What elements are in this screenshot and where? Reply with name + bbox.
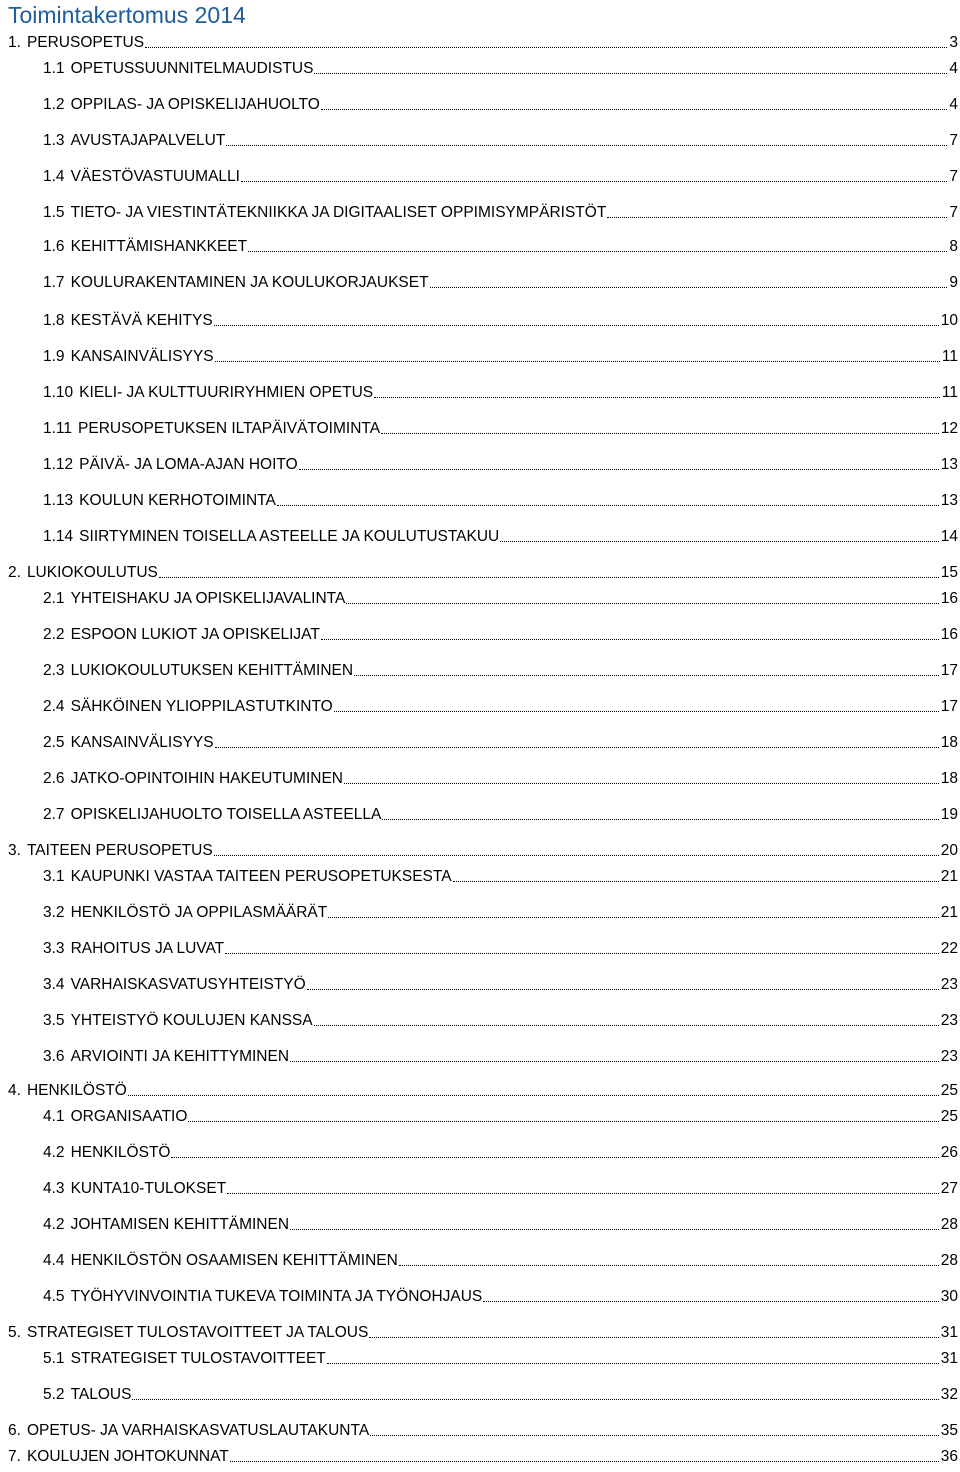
toc-dot-leader	[132, 1399, 938, 1400]
toc-entry-page-number: 16	[940, 626, 958, 643]
toc-dot-leader	[225, 953, 939, 954]
toc-entry-number: 3.2	[43, 904, 65, 921]
toc-dot-leader	[214, 855, 939, 856]
toc-entry-page-number: 35	[940, 1422, 958, 1439]
toc-entry-page-number: 3	[949, 34, 958, 51]
toc-entry-title: STRATEGISET TULOSTAVOITTEET JA TALOUS	[26, 1324, 369, 1341]
toc-dot-leader	[374, 397, 940, 398]
toc-entry[interactable]	[8, 1444, 958, 1466]
toc-entry-number: 1.13	[43, 492, 74, 509]
toc-entry-page-number: 27	[940, 1180, 958, 1197]
toc-entry-page-number: 31	[940, 1350, 958, 1367]
toc-dot-leader	[370, 1435, 939, 1436]
toc-entry-page-number: 21	[940, 868, 958, 885]
toc-entry-title: PERUSOPETUKSEN ILTAPÄIVÄTOIMINTA	[78, 420, 381, 437]
toc-entry-title: OPPILAS- JA OPISKELIJAHUOLTO	[70, 96, 320, 113]
toc-entry-page-number: 32	[940, 1386, 958, 1403]
toc-entry-title: KOULUJEN JOHTOKUNNAT	[26, 1448, 229, 1465]
toc-entry-number: 2.2	[43, 626, 65, 643]
toc-dot-leader	[248, 251, 947, 252]
toc-entry-number: 4.1	[43, 1108, 65, 1125]
toc-entry[interactable]	[8, 30, 958, 52]
toc-entry-title: TAITEEN PERUSOPETUS	[26, 842, 213, 859]
toc-entry[interactable]	[43, 128, 958, 150]
toc-dot-leader	[241, 181, 947, 182]
toc-entry-number: 4.5	[43, 1288, 65, 1305]
toc-entry-title: PERUSOPETUS	[26, 34, 145, 51]
toc-entry[interactable]	[43, 234, 958, 256]
toc-entry-title: HENKILÖSTÖ JA OPPILASMÄÄRÄT	[70, 904, 328, 921]
toc-entry-number: 1.14	[43, 528, 74, 545]
toc-entry[interactable]	[43, 586, 958, 608]
toc-entry[interactable]	[8, 1078, 958, 1100]
toc-entry-number: 5.2	[43, 1386, 65, 1403]
toc-dot-leader	[277, 505, 939, 506]
toc-entry-page-number: 11	[941, 348, 958, 365]
toc-dot-leader	[344, 783, 939, 784]
toc-entry-title: PÄIVÄ- JA LOMA-AJAN HOITO	[79, 456, 298, 473]
toc-entry[interactable]	[43, 1104, 958, 1126]
toc-entry[interactable]	[43, 802, 958, 824]
toc-dot-leader	[354, 675, 939, 676]
toc-entry-title: KEHITTÄMISHANKKEET	[70, 238, 248, 255]
toc-entry-page-number: 7	[949, 204, 958, 221]
toc-entry-number: 1.11	[43, 420, 73, 437]
toc-entry[interactable]	[43, 200, 958, 222]
toc-entry-page-number: 28	[940, 1252, 958, 1269]
toc-entry[interactable]	[43, 730, 958, 752]
toc-entry[interactable]	[43, 92, 958, 114]
toc-entry[interactable]	[43, 1284, 958, 1306]
toc-entry[interactable]	[43, 524, 958, 546]
toc-entry-number: 3.6	[43, 1048, 65, 1065]
toc-entry-number: 2.1	[43, 590, 65, 607]
toc-entry[interactable]	[43, 308, 958, 330]
toc-dot-leader	[321, 109, 948, 110]
toc-entry-page-number: 4	[949, 96, 958, 113]
toc-entry-page-number: 17	[940, 662, 958, 679]
toc-entry[interactable]	[43, 972, 958, 994]
toc-entry-number: 4.4	[43, 1252, 65, 1269]
toc-entry-number: 6.	[8, 1422, 21, 1439]
toc-entry-number: 4.2	[43, 1216, 65, 1233]
toc-entry[interactable]	[43, 694, 958, 716]
toc-entry-page-number: 18	[940, 770, 958, 787]
toc-entry-page-number: 12	[940, 420, 958, 437]
toc-dot-leader	[328, 917, 939, 918]
toc-entry[interactable]	[8, 1320, 958, 1342]
toc-entry-number: 5.1	[43, 1350, 65, 1367]
toc-dot-leader	[327, 1363, 939, 1364]
toc-entry[interactable]	[43, 864, 958, 886]
toc-entry[interactable]	[43, 416, 958, 438]
toc-entry-title: HENKILÖSTÖN OSAAMISEN KEHITTÄMINEN	[70, 1252, 398, 1269]
toc-dot-leader	[381, 433, 939, 434]
toc-entry[interactable]	[43, 766, 958, 788]
toc-entry-number: 3.5	[43, 1012, 65, 1029]
toc-entry-title: JATKO-OPINTOIHIN HAKEUTUMINEN	[70, 770, 343, 787]
toc-entry-number: 7.	[8, 1448, 21, 1465]
toc-entry-number: 3.	[8, 842, 21, 859]
toc-entry-title: OPETUSSUUNNITELMAUDISTUS	[70, 60, 314, 77]
toc-entry-title: KOULUN KERHOTOIMINTA	[79, 492, 276, 509]
toc-dot-leader	[321, 639, 939, 640]
toc-dot-leader	[214, 325, 939, 326]
toc-dot-leader	[226, 145, 947, 146]
toc-dot-leader	[483, 1301, 938, 1302]
toc-entry-title: ORGANISAATIO	[70, 1108, 188, 1125]
toc-entry-number: 1.7	[43, 274, 65, 291]
toc-dot-leader	[607, 217, 947, 218]
toc-entry[interactable]	[43, 56, 958, 78]
toc-entry-page-number: 36	[940, 1448, 958, 1465]
toc-entry[interactable]	[43, 164, 958, 186]
toc-entry-title: KOULURAKENTAMINEN JA KOULUKORJAUKSET	[70, 274, 429, 291]
toc-dot-leader	[369, 1337, 938, 1338]
toc-entry-page-number: 4	[949, 60, 958, 77]
toc-entry-number: 4.2	[43, 1144, 65, 1161]
toc-entry-title: KANSAINVÄLISYYS	[70, 348, 214, 365]
toc-entry-number: 1.6	[43, 238, 65, 255]
toc-dot-leader	[227, 1193, 939, 1194]
toc-entry-title: AVUSTAJAPALVELUT	[70, 132, 226, 149]
toc-entry-title: HENKILÖSTÖ	[26, 1082, 127, 1099]
toc-entry-page-number: 10	[940, 312, 958, 329]
toc-dot-leader	[314, 73, 947, 74]
toc-entry-page-number: 18	[940, 734, 958, 751]
toc-dot-leader	[188, 1121, 938, 1122]
toc-entry[interactable]	[8, 560, 958, 582]
toc-entry-page-number: 28	[940, 1216, 958, 1233]
toc-dot-leader	[290, 1061, 939, 1062]
toc-entry-page-number: 22	[940, 940, 958, 957]
toc-entry[interactable]	[43, 488, 958, 510]
toc-entry[interactable]	[43, 1176, 958, 1198]
toc-entry-title: TALOUS	[70, 1386, 132, 1403]
toc-entry-number: 2.6	[43, 770, 65, 787]
toc-entry-title: JOHTAMISEN KEHITTÄMINEN	[70, 1216, 290, 1233]
toc-entry-number: 1.1	[43, 60, 65, 77]
toc-entry-number: 5.	[8, 1324, 21, 1341]
toc-dot-leader	[299, 469, 939, 470]
toc-dot-leader	[230, 1461, 939, 1462]
toc-entry-page-number: 26	[940, 1144, 958, 1161]
toc-entry-number: 1.4	[43, 168, 65, 185]
toc-entry[interactable]	[8, 838, 958, 860]
toc-entry-number: 1.10	[43, 384, 74, 401]
toc-entry-page-number: 7	[949, 168, 958, 185]
toc-dot-leader	[128, 1095, 939, 1096]
toc-entry[interactable]	[43, 1382, 958, 1404]
toc-entry-title: LUKIOKOULUTUKSEN KEHITTÄMINEN	[70, 662, 354, 679]
toc-dot-leader	[453, 881, 939, 882]
toc-entry[interactable]	[43, 622, 958, 644]
toc-entry-page-number: 16	[940, 590, 958, 607]
toc-entry-page-number: 17	[940, 698, 958, 715]
toc-entry-page-number: 9	[949, 274, 958, 291]
toc-entry-page-number: 13	[940, 492, 958, 509]
toc-entry-number: 1.9	[43, 348, 65, 365]
toc-dot-leader	[314, 1025, 939, 1026]
toc-dot-leader	[215, 361, 940, 362]
toc-entry-number: 2.5	[43, 734, 65, 751]
toc-entry-title: TIETO- JA VIESTINTÄTEKNIIKKA JA DIGITAALISET OPPIMISYMPÄRISTÖT	[70, 204, 607, 221]
toc-dot-leader	[399, 1265, 939, 1266]
toc-entry-title: KIELI- JA KULTTUURIRYHMIEN OPETUS	[79, 384, 374, 401]
toc-dot-leader	[290, 1229, 939, 1230]
toc-entry-number: 1.12	[43, 456, 74, 473]
toc-entry-number: 2.4	[43, 698, 65, 715]
toc-entry-title: ESPOON LUKIOT JA OPISKELIJAT	[70, 626, 320, 643]
toc-entry[interactable]	[43, 452, 958, 474]
toc-entry-title: OPISKELIJAHUOLTO TOISELLA ASTEELLA	[70, 806, 382, 823]
toc-entry-page-number: 19	[940, 806, 958, 823]
toc-dot-leader	[500, 541, 939, 542]
toc-entry-number: 1.8	[43, 312, 65, 329]
toc-entry-number: 1.	[8, 34, 21, 51]
toc-entry-page-number: 15	[940, 564, 958, 581]
toc-entry[interactable]	[43, 1212, 958, 1234]
toc-dot-leader	[346, 603, 938, 604]
toc-entry-page-number: 23	[940, 1012, 958, 1029]
toc-entry[interactable]	[43, 1008, 958, 1030]
toc-entry-title: KAUPUNKI VASTAA TAITEEN PERUSOPETUKSESTA	[70, 868, 452, 885]
toc-entry-title: YHTEISHAKU JA OPISKELIJAVALINTA	[70, 590, 346, 607]
toc-dot-leader	[430, 287, 948, 288]
toc-entry[interactable]	[43, 1140, 958, 1162]
toc-entry-title: KESTÄVÄ KEHITYS	[70, 312, 213, 329]
toc-entry[interactable]	[43, 270, 958, 292]
toc-entry-page-number: 23	[940, 1048, 958, 1065]
toc-entry-page-number: 20	[940, 842, 958, 859]
toc-entry-title: OPETUS- JA VARHAISKASVATUSLAUTAKUNTA	[26, 1422, 370, 1439]
toc-entry[interactable]	[43, 1248, 958, 1270]
toc-entry[interactable]	[8, 1418, 958, 1440]
toc-entry-title: KUNTA10-TULOKSET	[70, 1180, 227, 1197]
toc-entry-number: 1.2	[43, 96, 65, 113]
toc-entry[interactable]	[43, 658, 958, 680]
toc-dot-leader	[382, 819, 938, 820]
toc-entry-page-number: 8	[949, 238, 958, 255]
toc-dot-leader	[307, 989, 939, 990]
toc-entry-number: 2.3	[43, 662, 65, 679]
toc-entry-page-number: 30	[940, 1288, 958, 1305]
toc-entry[interactable]	[43, 344, 958, 366]
toc-dot-leader	[334, 711, 939, 712]
toc-entry[interactable]	[43, 900, 958, 922]
toc-entry-number: 2.	[8, 564, 21, 581]
toc-entry-number: 4.3	[43, 1180, 65, 1197]
toc-entry-number: 1.3	[43, 132, 65, 149]
toc-entry-title: TYÖHYVINVOINTIA TUKEVA TOIMINTA JA TYÖNOHJAUS	[70, 1288, 483, 1305]
toc-entry-title: SÄHKÖINEN YLIOPPILASTUTKINTO	[70, 698, 333, 715]
toc-entry-number: 3.1	[43, 868, 65, 885]
toc-entry-page-number: 21	[940, 904, 958, 921]
toc-entry-title: STRATEGISET TULOSTAVOITTEET	[70, 1350, 326, 1367]
toc-dot-leader	[159, 577, 939, 578]
toc-entry[interactable]	[43, 1346, 958, 1368]
toc-entry-title: RAHOITUS JA LUVAT	[70, 940, 225, 957]
toc-entry-page-number: 13	[940, 456, 958, 473]
toc-entry-title: HENKILÖSTÖ	[70, 1144, 171, 1161]
toc-entry-number: 2.7	[43, 806, 65, 823]
toc-entry-title: LUKIOKOULUTUS	[26, 564, 158, 581]
toc-entry-title: VÄESTÖVASTUUMALLI	[70, 168, 240, 185]
toc-entry-page-number: 25	[940, 1108, 958, 1125]
toc-entry[interactable]	[43, 380, 958, 402]
toc-entry-title: YHTEISTYÖ KOULUJEN KANSSA	[70, 1012, 313, 1029]
toc-entry-title: ARVIOINTI JA KEHITTYMINEN	[70, 1048, 290, 1065]
toc-entry-title: KANSAINVÄLISYYS	[70, 734, 214, 751]
toc-entry[interactable]	[43, 1044, 958, 1066]
toc-entry-page-number: 23	[940, 976, 958, 993]
document-title: Toimintakertomus 2014	[8, 2, 246, 28]
toc-entry-page-number: 11	[941, 384, 958, 401]
toc-entry-number: 1.5	[43, 204, 65, 221]
toc-entry[interactable]	[43, 936, 958, 958]
toc-entry-number: 4.	[8, 1082, 21, 1099]
toc-entry-page-number: 7	[949, 132, 958, 149]
toc-dot-leader	[171, 1157, 938, 1158]
toc-entry-title: VARHAISKASVATUSYHTEISTYÖ	[70, 976, 306, 993]
toc-dot-leader	[145, 47, 947, 48]
toc-entry-page-number: 31	[940, 1324, 958, 1341]
toc-entry-page-number: 25	[940, 1082, 958, 1099]
toc-entry-number: 3.3	[43, 940, 65, 957]
toc-entry-page-number: 14	[940, 528, 958, 545]
toc-dot-leader	[215, 747, 939, 748]
toc-entry-number: 3.4	[43, 976, 65, 993]
toc-entry-title: SIIRTYMINEN TOISELLA ASTEELLE JA KOULUTUSTAKUU	[79, 528, 500, 545]
